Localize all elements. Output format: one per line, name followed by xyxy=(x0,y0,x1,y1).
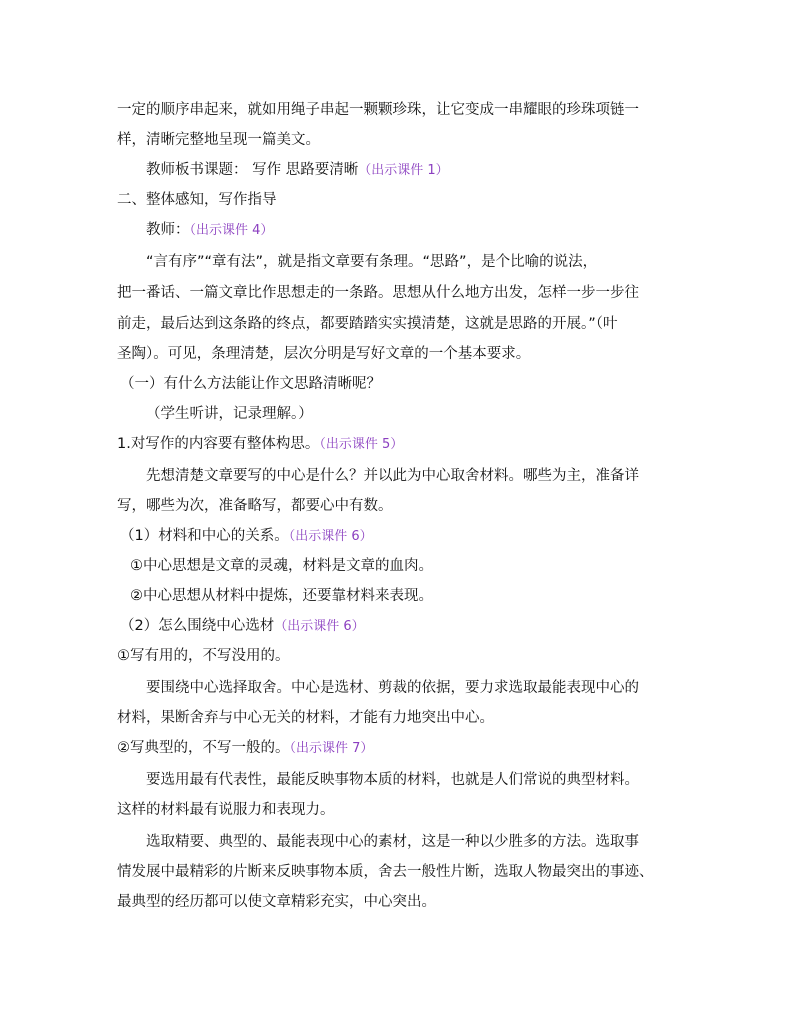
paragraph-line: 要选用最有代表性，最能反映事物本质的材料，也就是人们常说的典型材料。 xyxy=(146,772,639,788)
paragraph-line: 材料，果断舍弃与中心无关的材料，才能有力地突出中心。 xyxy=(117,710,494,726)
courseware-note: （出示课件 6） xyxy=(274,619,365,634)
paragraph-line: 写，哪些为次，准备略写，都要心中有数。 xyxy=(117,498,393,514)
paragraph-line: 把一番话、一篇文章比作思想走的一条路。思想从什么地方出发，怎样一步一步往 xyxy=(117,285,639,301)
paragraph-line: 教师：（出示课件 4） xyxy=(146,222,274,238)
paragraph-line: 情发展中最精彩的片断来反映事物本质，舍去一般性片断，选取人物最突出的事迹、 xyxy=(117,864,654,880)
paragraph-line: （学生听讲，记录理解。） xyxy=(146,406,313,422)
courseware-note: （出示课件 6） xyxy=(288,529,373,544)
list-item: ②中心思想从材料中提炼，还要靠材料来表现。 xyxy=(130,588,433,604)
list-item: ①写有用的，不写没用的。 xyxy=(117,648,290,664)
paragraph-line: 样，清晰完整地呈现一篇美文。 xyxy=(117,132,320,148)
paragraph-line: 最典型的经历都可以使文章精彩充实，中心突出。 xyxy=(117,894,436,910)
paragraph-line: 要围绕中心选择取舍。中心是选材、剪裁的依据，要力求选取最能表现中心的 xyxy=(146,680,639,696)
paragraph-line: 这样的材料最有说服力和表现力。 xyxy=(117,802,335,818)
list-item: ②写典型的，不写一般的。（出示课件 7） xyxy=(117,740,374,756)
paragraph-line: 一定的顺序串起来，就如用绳子串起一颗颗珍珠，让它变成一串耀眼的珍珠项链一 xyxy=(117,102,639,118)
paragraph-line: 选取精要、典型的、最能表现中心的素材，这是一种以少胜多的方法。选取事 xyxy=(146,834,639,850)
subsection-heading: （一）有什么方法能让作文思路清晰呢？ xyxy=(120,376,381,392)
numbered-heading: （1）材料和中心的关系。（出示课件 6） xyxy=(120,528,373,544)
numbered-heading: 1.对写作的内容要有整体构思。（出示课件 5） xyxy=(117,436,404,452)
courseware-note: （出示课件 5） xyxy=(319,437,404,452)
numbered-heading: （2）怎么围绕中心选材（出示课件 6） xyxy=(120,618,365,634)
courseware-note: （出示课件 4） xyxy=(189,223,274,238)
paragraph-line: 前走，最后达到这条路的终点，都要踏踏实实摸清楚，这就是思路的开展。”（叶 xyxy=(117,316,618,332)
list-item: ①中心思想是文章的灵魂，材料是文章的血肉。 xyxy=(130,558,433,574)
courseware-note: （出示课件 1） xyxy=(358,163,449,178)
paragraph-line: 圣陶）。可见，条理清楚，层次分明是写好文章的一个基本要求。 xyxy=(117,346,531,362)
section-heading: 二、整体感知，写作指导 xyxy=(117,192,277,208)
board-title-line: 教师板书课题： 写作 思路要清晰（出示课件 1） xyxy=(146,162,449,178)
paragraph-line: “言有序”“章有法”，就是指文章要有条理。“思路”，是个比喻的说法， xyxy=(146,254,598,270)
courseware-note: （出示课件 7） xyxy=(289,741,374,756)
paragraph-line: 先想清楚文章要写的中心是什么？并以此为中心取舍材料。哪些为主，准备详 xyxy=(146,468,639,484)
